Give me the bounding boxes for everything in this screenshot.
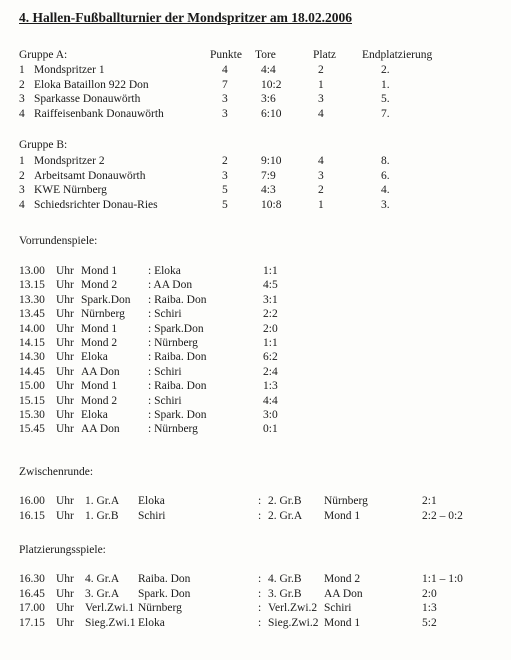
platzierung-team-1: Spark. Don bbox=[138, 587, 191, 600]
zwischenrunde-slot-2: 2. Gr.B bbox=[268, 495, 302, 507]
time-unit: Uhr bbox=[56, 308, 74, 321]
platzierung-result: 1:1 – 1:0 bbox=[422, 573, 463, 585]
gruppe-a-place: 4 bbox=[318, 107, 324, 120]
home-team: Mond 2 bbox=[81, 394, 118, 407]
gruppe-b-final-place: 8. bbox=[381, 155, 390, 167]
platzierung-slot-2: Verl.Zwi.2 bbox=[268, 602, 318, 615]
platzierung-slot-1: Sieg.Zwi.1 bbox=[85, 616, 136, 629]
gruppe-b-points: 2 bbox=[222, 155, 228, 167]
home-team: Mond 2 bbox=[81, 337, 118, 349]
home-team: Mond 1 bbox=[81, 265, 118, 277]
time-unit: Uhr bbox=[56, 293, 74, 306]
zwischenrunde-team-2: Nürnberg bbox=[324, 495, 368, 507]
game-result: 4:4 bbox=[263, 394, 278, 407]
gruppe-a-goals: 6:10 bbox=[261, 107, 282, 120]
game-result: 2:0 bbox=[263, 322, 278, 335]
gruppe-a-goals: 3:6 bbox=[261, 93, 276, 106]
platzierung-separator: : bbox=[258, 602, 262, 615]
column-header: Punkte bbox=[210, 49, 242, 61]
gruppe-b-goals: 4:3 bbox=[261, 184, 276, 197]
time-unit: Uhr bbox=[56, 322, 74, 335]
platzierung-team-1: Eloka bbox=[138, 616, 165, 629]
gruppe-b-final-place: 4. bbox=[381, 184, 390, 197]
platzierung-separator: : bbox=[258, 573, 262, 585]
away-team: : Raiba. Don bbox=[148, 380, 207, 393]
time-unit: Uhr bbox=[56, 265, 74, 277]
gruppe-b-team-name: Mondspritzer 2 bbox=[34, 155, 105, 167]
gruppe-b-row-number: 1 bbox=[19, 155, 25, 167]
gruppe-a-team-name: Eloka Bataillon 922 Don bbox=[34, 78, 149, 91]
gruppe-a-final-place: 5. bbox=[381, 93, 390, 106]
game-result: 2:2 bbox=[263, 308, 278, 321]
gruppe-a-team-name: Sparkasse Donauwörth bbox=[34, 93, 141, 106]
home-team: Mond 1 bbox=[81, 380, 118, 393]
platzierung-team-1: Raiba. Don bbox=[138, 573, 191, 585]
away-team: : Raiba. Don bbox=[148, 293, 207, 306]
gruppe-b-points: 5 bbox=[222, 198, 228, 211]
column-header: Tore bbox=[255, 49, 276, 61]
platzierung-game-time: 17.00 bbox=[19, 602, 45, 615]
home-team: Eloka bbox=[81, 351, 108, 364]
game-result: 0:1 bbox=[263, 423, 278, 436]
time-unit: Uhr bbox=[56, 279, 74, 292]
gruppe-b-points: 3 bbox=[222, 169, 228, 182]
game-time: 14.15 bbox=[19, 337, 45, 349]
game-time: 14.45 bbox=[19, 365, 45, 378]
column-header: Endplatzierung bbox=[362, 49, 433, 61]
game-time: 14.00 bbox=[19, 322, 45, 335]
platzierung-slot-1: Verl.Zwi.1 bbox=[85, 602, 135, 615]
home-team: Mond 1 bbox=[81, 322, 118, 335]
gruppe-a-goals: 10:2 bbox=[261, 78, 282, 91]
gruppe-b-final-place: 6. bbox=[381, 169, 390, 182]
time-unit: Uhr bbox=[56, 423, 74, 436]
gruppe-a-team-name: Raiffeisenbank Donauwörth bbox=[34, 107, 164, 120]
game-result: 3:0 bbox=[263, 409, 278, 421]
home-team: Spark.Don bbox=[81, 293, 131, 306]
game-time: 15.00 bbox=[19, 380, 45, 393]
gruppe-b-heading: Gruppe B: bbox=[19, 139, 68, 151]
gruppe-b-team-name: KWE Nürnberg bbox=[34, 184, 107, 197]
platzierung-result: 5:2 bbox=[422, 616, 437, 629]
gruppe-b-points: 5 bbox=[222, 184, 228, 197]
game-time: 14.30 bbox=[19, 351, 45, 364]
home-team: Mond 2 bbox=[81, 279, 118, 292]
gruppe-a-points: 3 bbox=[222, 93, 228, 106]
game-result: 4:5 bbox=[263, 279, 278, 292]
zwischenrunde-result: 2:2 – 0:2 bbox=[422, 509, 463, 522]
game-result: 1:1 bbox=[263, 337, 278, 349]
platzierung-team-2: Mond 2 bbox=[324, 573, 361, 585]
zwischenrunde-separator: : bbox=[258, 495, 262, 507]
gruppe-a-points: 4 bbox=[222, 64, 228, 76]
platzierung-game-time: 16.45 bbox=[19, 587, 45, 600]
zwischenrunde-time-unit: Uhr bbox=[56, 495, 74, 507]
game-result: 6:2 bbox=[263, 351, 278, 364]
away-team: : Eloka bbox=[148, 265, 181, 277]
gruppe-b-final-place: 3. bbox=[381, 198, 390, 211]
time-unit: Uhr bbox=[56, 337, 74, 349]
zwischenrunde-team-1: Eloka bbox=[138, 495, 165, 507]
platzierung-time-unit: Uhr bbox=[56, 587, 74, 600]
zwischenrunde-separator: : bbox=[258, 509, 262, 522]
gruppe-b-goals: 7:9 bbox=[261, 169, 276, 182]
zwischenrunde-team-2: Mond 1 bbox=[324, 509, 361, 522]
zwischenrunde-slot-2: 2. Gr.A bbox=[268, 509, 303, 522]
game-result: 1:3 bbox=[263, 380, 278, 393]
gruppe-b-place: 3 bbox=[318, 169, 324, 182]
gruppe-a-final-place: 2. bbox=[381, 64, 390, 76]
gruppe-b-row-number: 2 bbox=[19, 169, 25, 182]
gruppe-a-points: 3 bbox=[222, 107, 228, 120]
gruppe-a-row-number: 4 bbox=[19, 107, 25, 120]
zwischenrunde-heading: Zwischenrunde: bbox=[19, 466, 94, 478]
gruppe-a-row-number: 1 bbox=[19, 64, 25, 76]
time-unit: Uhr bbox=[56, 351, 74, 364]
zwischenrunde-team-1: Schiri bbox=[138, 509, 166, 522]
platzierung-team-2: Mond 1 bbox=[324, 616, 361, 629]
platzierung-heading: Platzierungsspiele: bbox=[19, 544, 106, 556]
game-time: 13.15 bbox=[19, 279, 45, 292]
gruppe-a-final-place: 1. bbox=[381, 78, 390, 91]
platzierung-game-time: 16.30 bbox=[19, 573, 45, 585]
home-team: AA Don bbox=[81, 423, 120, 436]
platzierung-team-2: AA Don bbox=[324, 587, 363, 600]
game-time: 13.00 bbox=[19, 265, 45, 277]
gruppe-b-row-number: 3 bbox=[19, 184, 25, 197]
game-time: 15.15 bbox=[19, 394, 45, 407]
zwischenrunde-slot-1: 1. Gr.A bbox=[85, 495, 120, 507]
platzierung-result: 2:0 bbox=[422, 587, 437, 600]
home-team: Eloka bbox=[81, 409, 108, 421]
away-team: : Schiri bbox=[148, 365, 182, 378]
away-team: : Nürnberg bbox=[148, 337, 198, 349]
away-team: : Raiba. Don bbox=[148, 351, 207, 364]
gruppe-b-place: 4 bbox=[318, 155, 324, 167]
game-time: 15.45 bbox=[19, 423, 45, 436]
game-result: 3:1 bbox=[263, 293, 278, 306]
platzierung-time-unit: Uhr bbox=[56, 573, 74, 585]
home-team: Nürnberg bbox=[81, 308, 125, 321]
gruppe-b-team-name: Schiedsrichter Donau-Ries bbox=[34, 198, 158, 211]
platzierung-separator: : bbox=[258, 616, 262, 629]
gruppe-b-place: 2 bbox=[318, 184, 324, 197]
platzierung-slot-1: 3. Gr.A bbox=[85, 587, 120, 600]
platzierung-slot-2: 4. Gr.B bbox=[268, 573, 302, 585]
gruppe-b-row-number: 4 bbox=[19, 198, 25, 211]
platzierung-team-1: Nürnberg bbox=[138, 602, 182, 615]
time-unit: Uhr bbox=[56, 394, 74, 407]
gruppe-b-goals: 9:10 bbox=[261, 155, 282, 167]
zwischenrunde-game-time: 16.15 bbox=[19, 509, 45, 522]
time-unit: Uhr bbox=[56, 409, 74, 421]
game-result: 2:4 bbox=[263, 365, 278, 378]
page-title: 4. Hallen-Fußballturnier der Mondspritzer am 18.02.2006 bbox=[19, 10, 352, 25]
zwischenrunde-slot-1: 1. Gr.B bbox=[85, 509, 119, 522]
gruppe-a-points: 7 bbox=[222, 78, 228, 91]
home-team: AA Don bbox=[81, 365, 120, 378]
platzierung-game-time: 17.15 bbox=[19, 616, 45, 629]
zwischenrunde-result: 2:1 bbox=[422, 495, 437, 507]
gruppe-a-place: 1 bbox=[318, 78, 324, 91]
gruppe-b-goals: 10:8 bbox=[261, 198, 282, 211]
platzierung-slot-2: Sieg.Zwi.2 bbox=[268, 616, 319, 629]
platzierung-slot-1: 4. Gr.A bbox=[85, 573, 120, 585]
gruppe-a-place: 3 bbox=[318, 93, 324, 106]
gruppe-a-goals: 4:4 bbox=[261, 64, 276, 76]
gruppe-a-place: 2 bbox=[318, 64, 324, 76]
game-time: 13.30 bbox=[19, 293, 45, 306]
away-team: : Schiri bbox=[148, 308, 182, 321]
away-team: : Spark.Don bbox=[148, 322, 204, 335]
platzierung-slot-2: 3. Gr.B bbox=[268, 587, 302, 600]
platzierung-time-unit: Uhr bbox=[56, 616, 74, 629]
gruppe-a-row-number: 3 bbox=[19, 93, 25, 106]
platzierung-team-2: Schiri bbox=[324, 602, 352, 615]
gruppe-b-place: 1 bbox=[318, 198, 324, 211]
away-team: : Spark. Don bbox=[148, 409, 207, 421]
away-team: : Nürnberg bbox=[148, 423, 198, 436]
gruppe-a-final-place: 7. bbox=[381, 107, 390, 120]
vorrunde-heading: Vorrundenspiele: bbox=[19, 235, 98, 247]
game-time: 15.30 bbox=[19, 409, 45, 421]
gruppe-a-team-name: Mondspritzer 1 bbox=[34, 64, 105, 76]
away-team: : Schiri bbox=[148, 394, 182, 407]
gruppe-a-heading: Gruppe A: bbox=[19, 49, 68, 61]
time-unit: Uhr bbox=[56, 365, 74, 378]
game-result: 1:1 bbox=[263, 265, 278, 277]
platzierung-separator: : bbox=[258, 587, 262, 600]
time-unit: Uhr bbox=[56, 380, 74, 393]
game-time: 13.45 bbox=[19, 308, 45, 321]
zwischenrunde-time-unit: Uhr bbox=[56, 509, 74, 522]
zwischenrunde-game-time: 16.00 bbox=[19, 495, 45, 507]
platzierung-time-unit: Uhr bbox=[56, 602, 74, 615]
column-header: Platz bbox=[313, 49, 336, 61]
away-team: : AA Don bbox=[148, 279, 193, 292]
platzierung-result: 1:3 bbox=[422, 602, 437, 615]
gruppe-b-team-name: Arbeitsamt Donauwörth bbox=[34, 169, 146, 182]
gruppe-a-row-number: 2 bbox=[19, 78, 25, 91]
